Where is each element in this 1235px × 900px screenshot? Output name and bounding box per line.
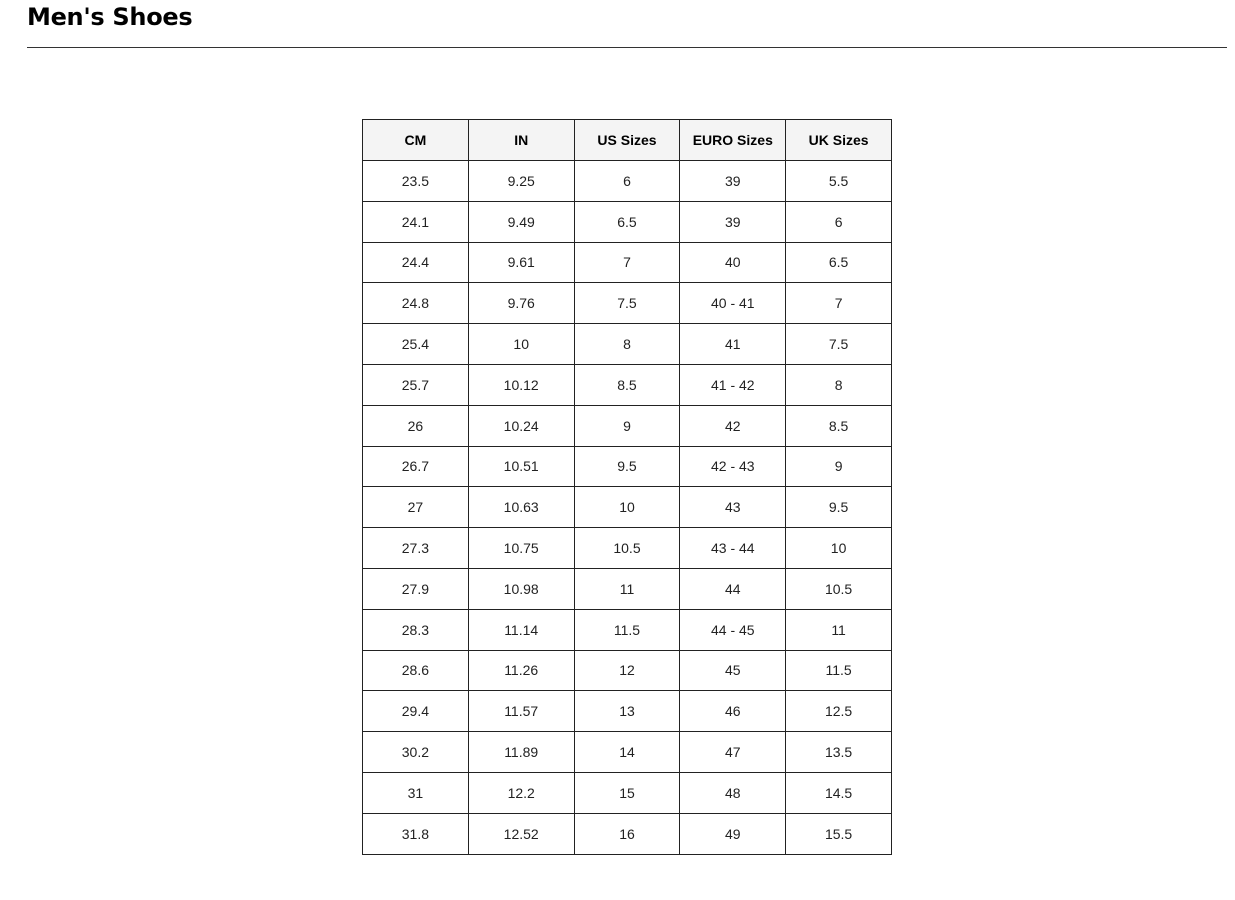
table-row [363,691,892,732]
cell-in: 11.89 [468,732,574,773]
cell-in: 10.75 [468,528,574,569]
cell-cm: 27.3 [363,528,469,569]
cell-us-size: 6 [574,161,680,202]
cell-euro-size: 39 [680,201,786,242]
header-euro-sizes: EURO Sizes [680,120,786,161]
cell-cm: 24.4 [363,242,469,283]
cell-us-size: 10 [574,487,680,528]
cell-uk-size: 6 [786,201,892,242]
cell-uk-size: 9.5 [786,487,892,528]
cell-uk-size: 11 [786,609,892,650]
table-row [363,324,892,365]
cell-euro-size: 45 [680,650,786,691]
table-row [363,568,892,609]
cell-in: 10.98 [468,568,574,609]
header-in: IN [468,120,574,161]
cell-cm: 28.3 [363,609,469,650]
table-row [363,609,892,650]
table-body [363,161,892,855]
table-row [363,283,892,324]
cell-euro-size: 40 - 41 [680,283,786,324]
cell-cm: 25.4 [363,324,469,365]
cell-euro-size: 48 [680,772,786,813]
table-row [363,161,892,202]
cell-in: 9.61 [468,242,574,283]
cell-uk-size: 10.5 [786,568,892,609]
cell-euro-size: 42 [680,405,786,446]
cell-uk-size: 5.5 [786,161,892,202]
cell-cm: 24.1 [363,201,469,242]
cell-us-size: 13 [574,691,680,732]
cell-us-size: 10.5 [574,528,680,569]
cell-cm: 31 [363,772,469,813]
cell-uk-size: 8 [786,364,892,405]
cell-uk-size: 8.5 [786,405,892,446]
cell-us-size: 12 [574,650,680,691]
size-chart-table [362,119,892,855]
cell-cm: 23.5 [363,161,469,202]
cell-cm: 26.7 [363,446,469,487]
table-header-row [363,120,892,161]
cell-euro-size: 47 [680,732,786,773]
cell-us-size: 7.5 [574,283,680,324]
cell-euro-size: 49 [680,813,786,854]
cell-cm: 25.7 [363,364,469,405]
table-row [363,242,892,283]
table-row [363,813,892,854]
cell-uk-size: 6.5 [786,242,892,283]
cell-us-size: 6.5 [574,201,680,242]
cell-in: 12.2 [468,772,574,813]
cell-us-size: 14 [574,732,680,773]
cell-uk-size: 13.5 [786,732,892,773]
table-row [363,650,892,691]
cell-euro-size: 42 - 43 [680,446,786,487]
table-row [363,772,892,813]
cell-euro-size: 46 [680,691,786,732]
cell-euro-size: 44 [680,568,786,609]
cell-cm: 27 [363,487,469,528]
cell-euro-size: 43 - 44 [680,528,786,569]
cell-euro-size: 41 - 42 [680,364,786,405]
cell-in: 10 [468,324,574,365]
cell-in: 11.26 [468,650,574,691]
cell-euro-size: 44 - 45 [680,609,786,650]
cell-in: 12.52 [468,813,574,854]
cell-in: 10.63 [468,487,574,528]
cell-cm: 31.8 [363,813,469,854]
header-us-sizes: US Sizes [574,120,680,161]
cell-cm: 26 [363,405,469,446]
cell-in: 10.12 [468,364,574,405]
table-row [363,364,892,405]
cell-us-size: 7 [574,242,680,283]
cell-uk-size: 10 [786,528,892,569]
cell-us-size: 11 [574,568,680,609]
cell-in: 9.49 [468,201,574,242]
cell-us-size: 8.5 [574,364,680,405]
cell-uk-size: 9 [786,446,892,487]
cell-uk-size: 11.5 [786,650,892,691]
table-row [363,446,892,487]
header-cm: CM [363,120,469,161]
cell-us-size: 16 [574,813,680,854]
cell-us-size: 15 [574,772,680,813]
cell-uk-size: 14.5 [786,772,892,813]
cell-cm: 30.2 [363,732,469,773]
cell-cm: 28.6 [363,650,469,691]
cell-us-size: 11.5 [574,609,680,650]
cell-uk-size: 15.5 [786,813,892,854]
table-row [363,201,892,242]
cell-us-size: 9.5 [574,446,680,487]
cell-in: 10.51 [468,446,574,487]
cell-us-size: 9 [574,405,680,446]
table-row [363,732,892,773]
cell-in: 11.14 [468,609,574,650]
table-row [363,528,892,569]
cell-uk-size: 7.5 [786,324,892,365]
cell-in: 11.57 [468,691,574,732]
table-row [363,405,892,446]
header-uk-sizes: UK Sizes [786,120,892,161]
cell-cm: 24.8 [363,283,469,324]
cell-uk-size: 12.5 [786,691,892,732]
cell-euro-size: 41 [680,324,786,365]
cell-cm: 27.9 [363,568,469,609]
cell-euro-size: 43 [680,487,786,528]
cell-in: 9.76 [468,283,574,324]
title-divider [27,47,1227,48]
cell-uk-size: 7 [786,283,892,324]
cell-us-size: 8 [574,324,680,365]
cell-euro-size: 40 [680,242,786,283]
cell-in: 10.24 [468,405,574,446]
page-title: Men's Shoes [27,3,193,31]
cell-cm: 29.4 [363,691,469,732]
cell-in: 9.25 [468,161,574,202]
table-row [363,487,892,528]
cell-euro-size: 39 [680,161,786,202]
